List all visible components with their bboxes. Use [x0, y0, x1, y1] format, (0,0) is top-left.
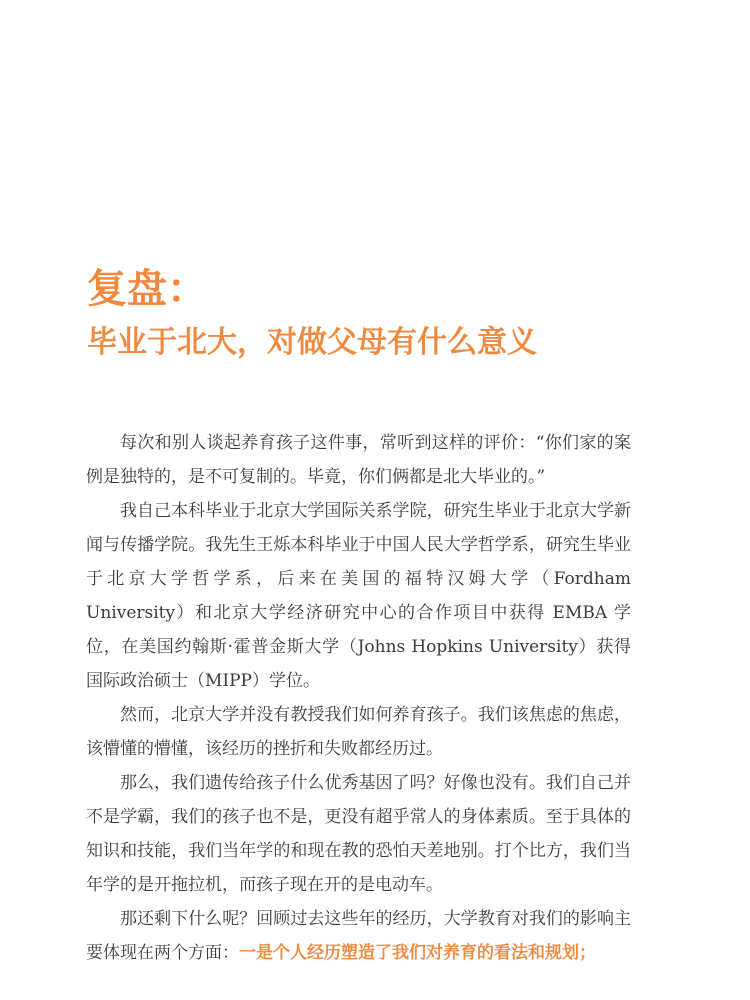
paragraph-last — [86, 902, 631, 970]
paragraph: 每次和别人谈起养育孩子这件事，常听到这样的评价：“你们家的案例是独特的，是不可复制的。毕竟，你们俩都是北大毕业的。” — [86, 433, 631, 487]
paragraph: 那么，我们遗传给孩子什么优秀基因了吗？好像也没有。我们自己并不是学霸，我们的孩子也不是，更没有超乎常人的身体素质。至于具体的知识和技能，我们当年学的和现在教的恐怕天差地别。打个比方，我们当年学的是开拖拉机，而孩子现在开的是电动车。 — [86, 773, 631, 895]
chapter-heading — [87, 262, 687, 364]
body-text — [86, 426, 631, 970]
chapter-title: 复盘： — [87, 265, 207, 312]
highlighted-text: 一是个人经历塑造了我们对养育的看法和规划； — [239, 943, 596, 963]
paragraph: 然而，北京大学并没有教授我们如何养育孩子。我们该焦虑的焦虑，该懵懂的懵懂，该经历的挫折和失败都经历过。 — [86, 705, 631, 759]
paragraph-text: 那还剩下什么呢？回顾过去这些年的经历，大学教育对我们的影响主要体现在两个方面： — [86, 909, 631, 963]
chapter-subtitle: 毕业于北大，对做父母有什么意义 — [87, 325, 537, 360]
paragraph: 我自己本科毕业于北京大学国际关系学院，研究生毕业于北京大学新闻与传播学院。我先生王烁本科毕业于中国人民大学哲学系，研究生毕业于北京大学哲学系，后来在美国的福特汉姆大学（Fordham University）和北京大学经济研究中心的合作项目中获得 EMBA 学位，在美国约翰斯·霍普金斯大学（Johns Hopkins University）获得国际政治硕士（MIPP）学位。 — [86, 501, 631, 691]
